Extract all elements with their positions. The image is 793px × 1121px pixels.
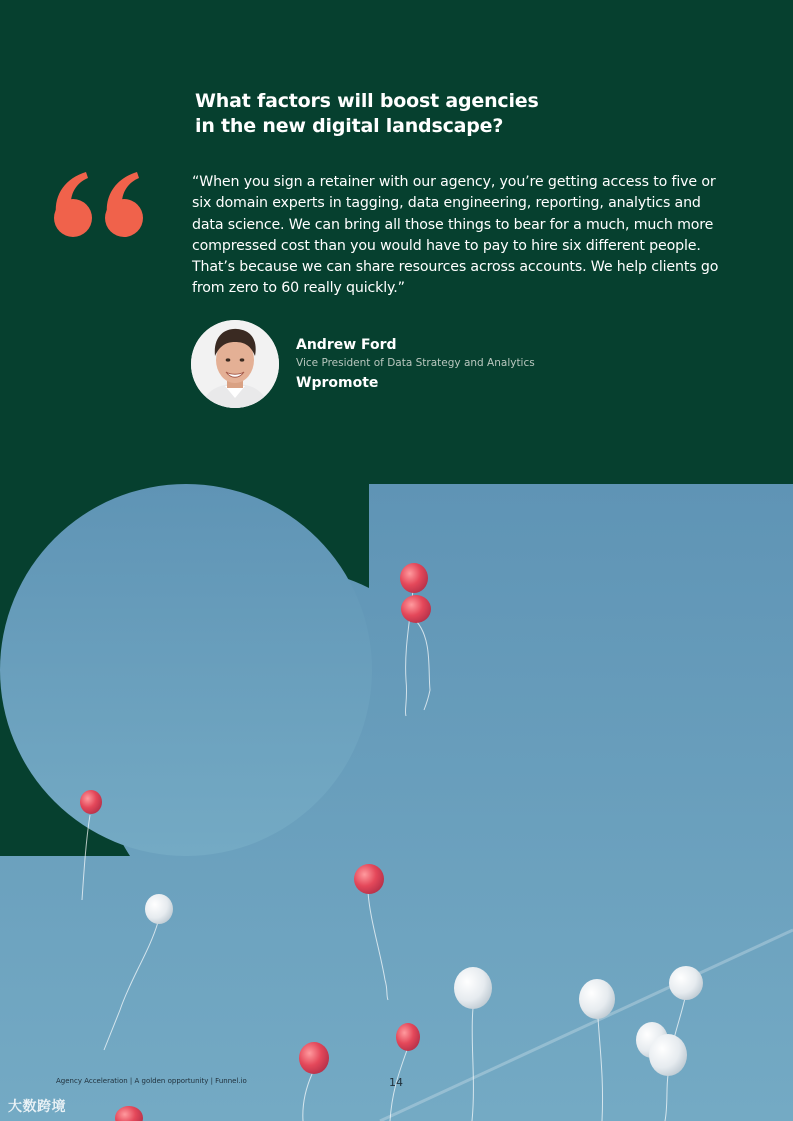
page-number: 14 xyxy=(389,1076,403,1089)
headline-line-1: What factors will boost agencies xyxy=(195,90,539,112)
author-name: Andrew Ford xyxy=(296,337,397,353)
footer-text: Agency Acceleration | A golden opportunity | Funnel.io xyxy=(56,1077,247,1085)
page-headline xyxy=(195,89,615,139)
headline-line-2: in the new digital landscape? xyxy=(195,115,504,137)
balloons-sky-photo xyxy=(0,480,793,1121)
avatar xyxy=(191,320,279,408)
portrait-image xyxy=(191,320,279,408)
author-title: Vice President of Data Strategy and Analytics xyxy=(296,357,535,369)
watermark-logo: 大数跨境 xyxy=(8,1099,66,1115)
author-company: Wpromote xyxy=(296,375,379,391)
quotation-mark-icon xyxy=(50,168,150,238)
quote-text: “When you sign a retainer with our agency, you’re getting access to five or six domain experts in tagging, data engineering, reporting, analytics and data science. We can bring all those things to bear for a much, much more compressed cost than you would have to pay to hire six different people. That’s because we can share resources across accounts. We help clients go from zero to 60 really quickly.” xyxy=(192,174,719,297)
